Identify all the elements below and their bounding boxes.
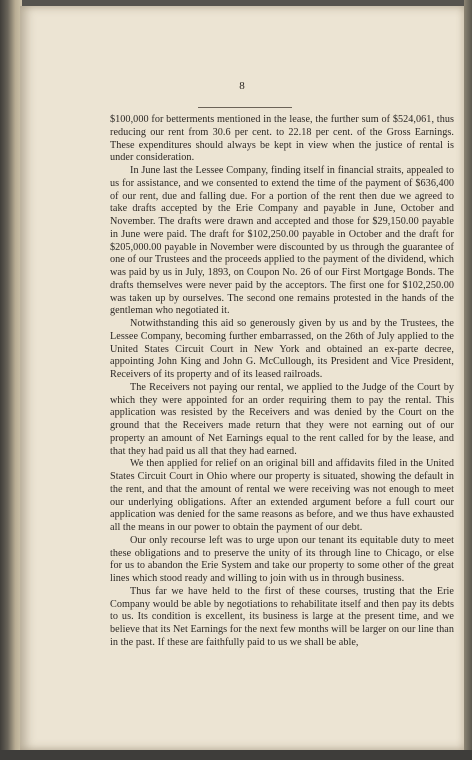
paragraph-3: Notwithstanding this aid so generously given by us and by the Trustees, the Lessee Company, becoming further embarrassed, on the 26th of July applied to the United States Circuit Court in New York and obtained an ex-parte decree, appointing John King and John G. McCullough, its President and Vice President, Receivers of its property and of its leased railroads. — [110, 318, 454, 380]
paragraph-5: We then applied for relief on an original bill and affidavits filed in the United States Circuit Court in Ohio where our property is situated, showing the default in the rent, and that the amount of rental we were receiving was not enough to meet our underlying obligations. After an extended argument before a full court our application was denied for the same reasons as before, and we thus have exhausted all the means in our power to obtain the payment of our debt. — [110, 458, 454, 533]
book-binding — [0, 0, 22, 760]
page-edge — [464, 0, 472, 760]
page-number: 8 — [239, 80, 245, 92]
paragraph-6: Our only recourse left was to urge upon our tenant its equitable duty to meet these obligations and to preserve the unity of its through line to Chicago, or else for us to abandon the Erie System and take our property to some other of the great lines which stood ready and willing to join with us in through business. — [110, 534, 454, 584]
document-page — [20, 6, 464, 750]
header-rule — [198, 107, 292, 108]
paragraph-2: In June last the Lessee Company, finding itself in financial straits, appealed to us for assistance, and we consented to extend the time of the payment of $636,400 of our rent, due and falling due. For a portion of the rent then due we agreed to take drafts accepted by the Erie Company and payable in June, October and November. The drafts were drawn and accepted and those for $29,150.00 payable in June were paid. The draft for $102,250.00 payable in October and the draft for $205,000.00 payable in November were discounted by us through the guarantee of one of our Trustees and the proceeds applied to the payment of the dividend, which was paid by us in July, 1893, on Coupon No. 26 of our First Mortgage Bonds. The drafts themselves were never paid by the acceptors. The first one for $102,250.00 was taken up by ourselves. The second one remains protested in the hands of the gentleman who negotiated it. — [110, 165, 454, 317]
paragraph-1: $100,000 for betterments mentioned in the lease, the further sum of $524,061, thus reducing our rent from 30.6 per cent. to 22.18 per cent. of the Gross Earnings. These expenditures should always be kept in view when the justice of rental is under consideration. — [110, 114, 454, 164]
scan-bottom-edge — [0, 750, 472, 760]
paragraph-4: The Receivers not paying our rental, we applied to the Judge of the Court by which they were appointed for an order requiring them to pay the rental. This application was resisted by the Receivers and was denied by the Court on the ground that the Receivers made return that they were not earning out of our property an amount of Net Earnings equal to the rent called for by the lease, and that they had paid us all that they had earned. — [110, 381, 454, 457]
body-text — [110, 114, 454, 650]
paragraph-7: Thus far we have held to the first of these courses, trusting that the Erie Company would be able by negotiations to rehabilitate itself and then pay its debts to us. Its condition is excellent, its business is large at the present time, and we believe that its Net Earnings for the next few months will be larger on our line than in the past. If these are faithfully paid to us we shall be able, — [110, 585, 454, 648]
